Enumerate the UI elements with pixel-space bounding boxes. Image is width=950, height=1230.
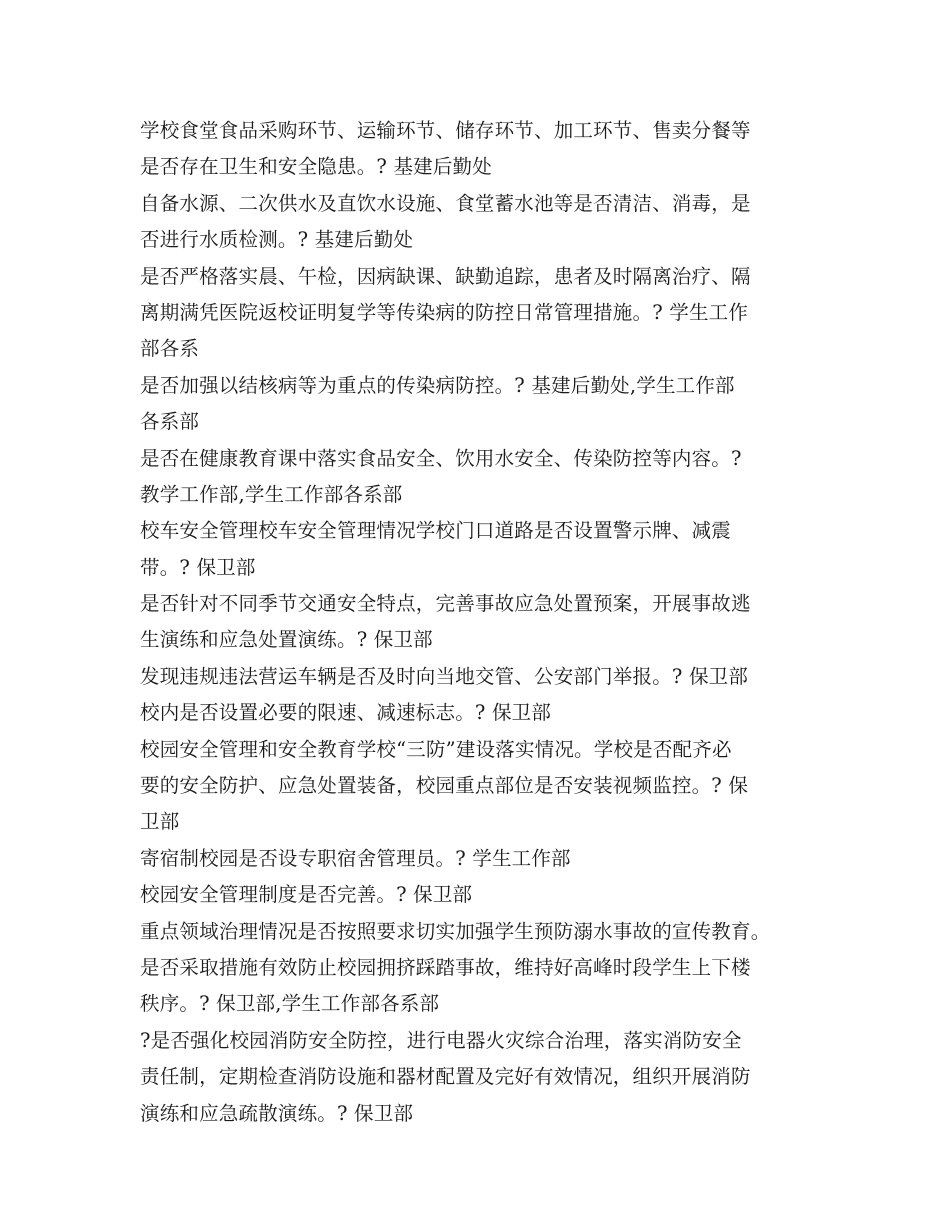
text-line: 责任制，定期检查消防设施和器材配置及完好有效情况，组织开展消防: [140, 1065, 751, 1089]
text-line: 部各系: [140, 337, 200, 361]
text-line: 离期满凭医院返校证明复学等传染病的防控日常管理措施。? 学生工作: [140, 300, 749, 324]
text-line: 自备水源、二次供水及直饮水设施、食堂蓄水池等是否清洁、消毒，是: [140, 191, 751, 215]
text-line: ?是否强化校园消防安全防控，进行电器火灾综合治理，落实消防安全: [140, 1028, 742, 1052]
text-line: 重点领域治理情况是否按照要求切实加强学生预防溺水事故的宣传教育。: [140, 919, 771, 943]
text-line: 各系部: [140, 410, 200, 434]
document-body: [140, 113, 830, 1132]
text-line: 校内是否设置必要的限速、减速标志。? 保卫部: [140, 701, 552, 725]
text-line: 带。? 保卫部: [140, 555, 256, 579]
text-line: 是否采取措施有效防止校园拥挤踩踏事故，维持好高峰时段学生上下楼: [140, 955, 751, 979]
text-line: 要的安全防护、应急处置装备，校园重点部位是否安装视频监控。? 保: [140, 774, 749, 798]
text-line: 否进行水质检测。? 基建后勤处: [140, 228, 414, 252]
text-line: 演练和应急疏散演练。? 保卫部: [140, 1101, 414, 1125]
text-line: 是否加强以结核病等为重点的传染病防控。? 基建后勤处,学生工作部: [140, 373, 735, 397]
text-line: 校园安全管理制度是否完善。? 保卫部: [140, 883, 473, 907]
text-line: 卫部: [140, 810, 180, 834]
text-line: 生演练和应急处置演练。? 保卫部: [140, 628, 433, 652]
text-line: 寄宿制校园是否设专职宿舍管理员。? 学生工作部: [140, 846, 571, 870]
text-line: 校车安全管理校车安全管理情况学校门口道路是否设置警示牌、减震: [140, 519, 732, 543]
text-line: 教学工作部,学生工作部各系部: [140, 482, 403, 506]
text-line: 学校食堂食品采购环节、运输环节、储存环节、加工环节、售卖分餐等: [140, 119, 751, 142]
text-line: 是否针对不同季节交通安全特点，完善事故应急处置预案，开展事故逃: [140, 592, 751, 616]
text-line: 是否在健康教育课中落实食品安全、饮用水安全、传染防控等内容。?: [140, 446, 742, 470]
text-line: 秩序。? 保卫部,学生工作部各系部: [140, 992, 440, 1016]
text-line: 校园安全管理和安全教育学校“三防”建设落实情况。学校是否配齐必: [140, 737, 732, 761]
text-line: 发现违规违法营运车辆是否及时向当地交管、公安部门举报。? 保卫部: [140, 664, 749, 688]
text-line: 是否存在卫生和安全隐患。? 基建后勤处: [140, 155, 492, 179]
text-line: 是否严格落实晨、午检，因病缺课、缺勤追踪，患者及时隔离治疗、隔: [140, 264, 751, 288]
